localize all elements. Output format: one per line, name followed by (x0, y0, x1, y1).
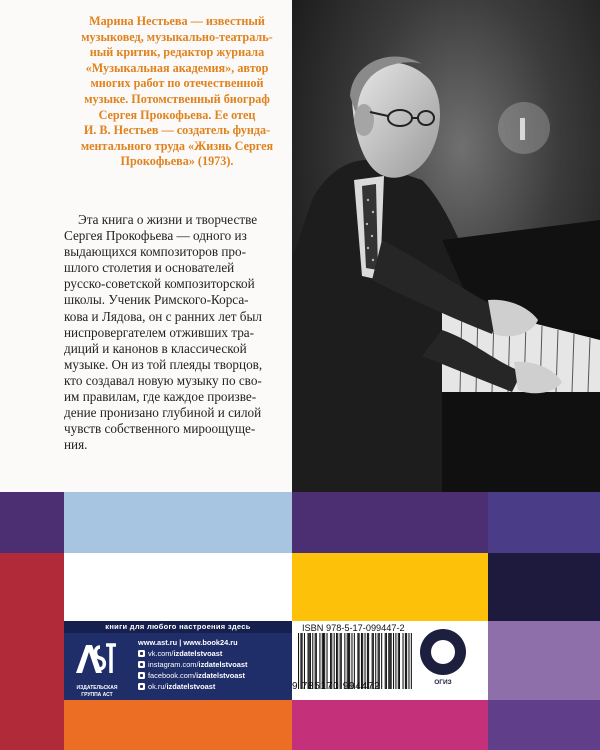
white-block (64, 553, 292, 621)
desc-line: чувств собственного мироощуще- (64, 421, 256, 437)
left-margin (0, 0, 64, 492)
violet-block (488, 492, 600, 553)
ast-logo-icon (72, 639, 118, 679)
bio-line: Прокофьева» (1973). (120, 154, 234, 169)
ok-icon (138, 683, 145, 690)
isbn-area (292, 621, 488, 700)
social-link-facebook[interactable]: facebook.com/izdatelstvoast (138, 670, 288, 681)
desc-line: ния. (64, 437, 88, 453)
desc-line: выдающихся композиторов про- (64, 244, 247, 260)
desc-line: диций и канонов в классической (64, 340, 247, 356)
bio-line: музыке. Потомственный биограф (84, 91, 270, 106)
bio-line: И. В. Нестьев — создатель фунда- (83, 123, 271, 138)
publisher-band (64, 621, 292, 700)
red-block (0, 553, 64, 750)
desc-line: русско-советской композиторской (64, 276, 255, 292)
bio-line: ментального труда «Жизнь Сергея (80, 138, 274, 153)
orange-block (64, 700, 292, 750)
desc-line: дение пронизано глубиной и силой (64, 405, 262, 421)
social-link-ok[interactable]: ok.ru/izdatelstvoast (138, 681, 288, 692)
social-link-vk[interactable]: vk.com/izdatelstvoast (138, 648, 288, 659)
desc-line: им правилам, где каждое произве- (64, 389, 257, 405)
publisher-caption: ИЗДАТЕЛЬСКАЯ ГРУППА АСТ (76, 685, 118, 698)
vk-icon (138, 650, 145, 657)
purple-block (292, 492, 488, 553)
desc-line: Сергея Прокофьева — одного из (64, 228, 247, 244)
isbn-label: ISBN 978-5-17-099447-2 (302, 623, 405, 633)
imprint-label: ОГИЗ (434, 679, 452, 686)
social-link-instagram[interactable]: instagram.com/izdatelstvoast (138, 659, 288, 670)
ogiz-logo-icon (420, 629, 466, 675)
desc-line: музыке. Он из той плеяды творцов, (64, 356, 263, 372)
dark-violet-block (488, 700, 600, 750)
svg-text:аст: аст (95, 678, 97, 679)
publisher-tagline: книги для любого настроения здесь (64, 621, 292, 633)
bio-line: многих работ по отечественной (90, 76, 264, 91)
desc-line: ниспровергателем отживших тра- (64, 324, 255, 340)
desc-line: Эта книга о жизни и творчестве (78, 212, 258, 227)
left-purple-block (0, 492, 64, 553)
instagram-icon (138, 661, 145, 668)
publisher-sites[interactable]: www.ast.ru | www.book24.ru (138, 638, 238, 647)
bio-line: «Музыкальная академия», автор (85, 60, 269, 75)
desc-line: кто создавал новую музыку по сво- (64, 372, 262, 388)
barcode-digits: 9 785170 994472 (292, 681, 381, 692)
author-bio (66, 14, 288, 170)
bio-line: ный критик, редактор журнала (89, 45, 265, 60)
desc-line: кова и Лядова, он с ранних лет был (64, 308, 262, 324)
bio-line: Сергея Прокофьева. Ее отец (98, 107, 256, 122)
light-blue-block (64, 492, 292, 553)
bio-line: Марина Нестьева — известный (89, 14, 265, 28)
navy-block (488, 553, 600, 621)
yellow-block (292, 553, 488, 621)
publisher-links (138, 637, 288, 692)
desc-line: школы. Ученик Римского-Корса- (64, 292, 249, 308)
composer-photo (292, 0, 600, 492)
magenta-block (292, 700, 488, 750)
facebook-icon (138, 672, 145, 679)
book-description (64, 212, 288, 453)
bio-line: музыковед, музыкально-театраль- (81, 29, 273, 44)
desc-line: шлого столетия и основателей (64, 260, 235, 276)
